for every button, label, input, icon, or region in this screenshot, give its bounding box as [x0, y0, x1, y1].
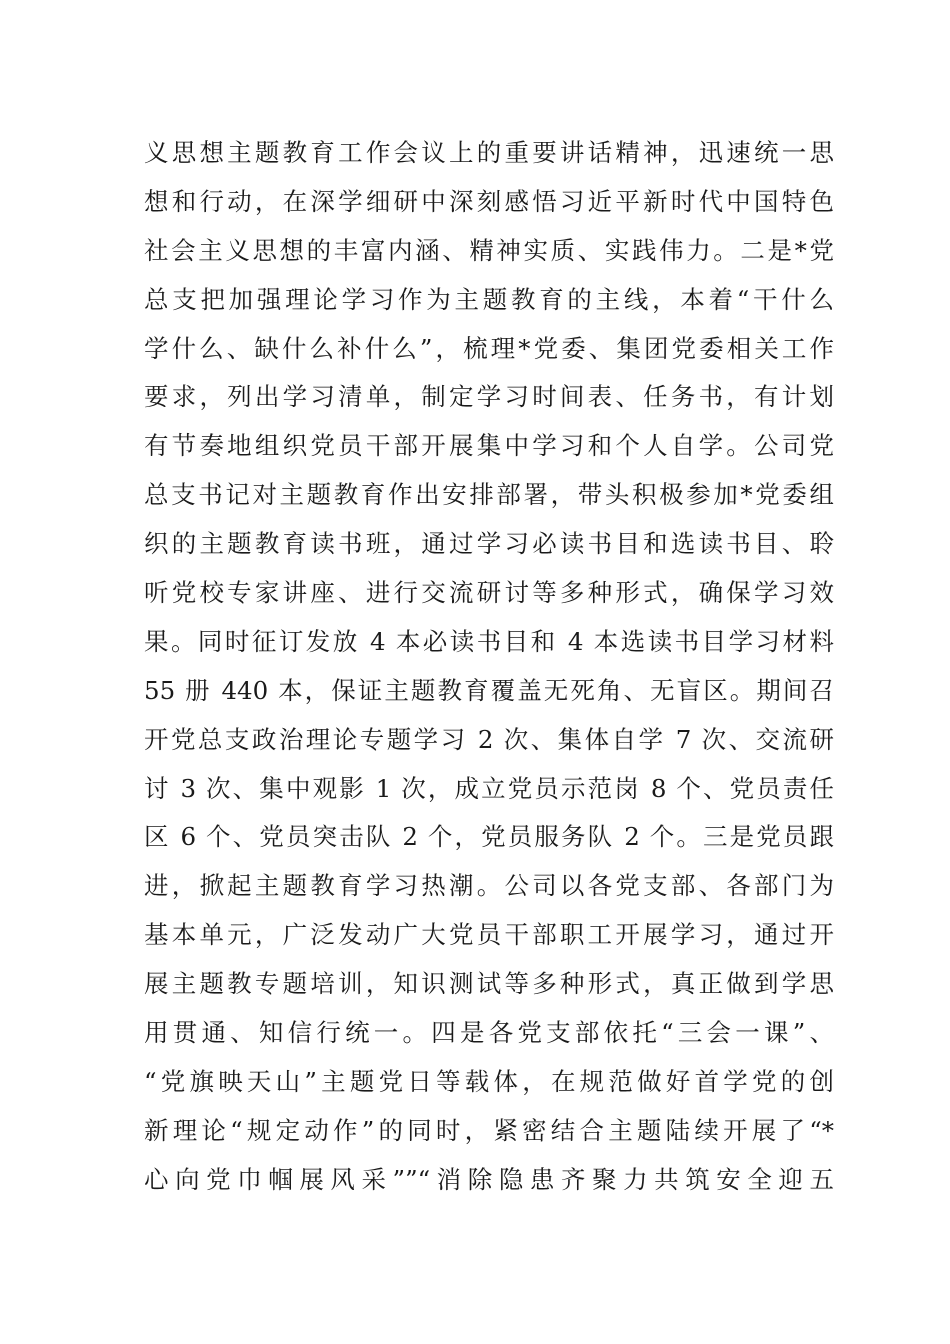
- body-text: [144, 129, 834, 1205]
- text-line-18: 展主题教专题培训，知识测试等多种形式，真正做到学思: [144, 969, 834, 999]
- text-line-12: 55 册 440 本，保证主题教育覆盖无死角、无盲区。期间召: [144, 675, 834, 705]
- text-line-4: 总支把加强理论学习作为主题教育的主线，本着“干什么: [144, 284, 834, 314]
- text-line-22: 心向党巾帼展风采””“消除隐患齐聚力共筑安全迎五: [144, 1164, 834, 1194]
- text-line-8: 总支书记对主题教育作出安排部署，带头积极参加*党委组: [144, 480, 834, 510]
- text-line-7: 有节奏地组织党员干部开展集中学习和个人自学。公司党: [144, 431, 834, 461]
- text-line-1: 义思想主题教育工作会议上的重要讲话精神，迅速统一思: [144, 138, 834, 167]
- text-line-15: 区 6 个、党员突击队 2 个，党员服务队 2 个。三是党员跟: [144, 822, 834, 852]
- text-line-9: 织的主题教育读书班，通过学习必读书目和选读书目、聆: [144, 529, 834, 559]
- text-line-6: 要求，列出学习清单，制定学习时间表、任务书，有计划: [144, 382, 834, 412]
- text-line-11: 果。同时征订发放 4 本必读书目和 4 本选读书目学习材料: [144, 626, 834, 656]
- text-line-3: 社会主义思想的丰富内涵、精神实质、实践伟力。二是*党: [144, 235, 834, 265]
- text-line-13: 开党总支政治理论专题学习 2 次、集体自学 7 次、交流研: [144, 724, 834, 754]
- text-line-16: 进，掀起主题教育学习热潮。公司以各党支部、各部门为: [144, 871, 834, 901]
- text-line-21: 新理论“规定动作”的同时，紧密结合主题陆续开展了“*: [144, 1115, 834, 1145]
- text-line-20: “党旗映天山”主题党日等载体，在规范做好首学党的创: [144, 1066, 834, 1096]
- text-line-19: 用贯通、知信行统一。四是各党支部依托“三会一课”、: [144, 1018, 834, 1048]
- text-line-17: 基本单元，广泛发动广大党员干部职工开展学习，通过开: [144, 920, 834, 950]
- text-line-2: 想和行动，在深学细研中深刻感悟习近平新时代中国特色: [144, 186, 834, 216]
- text-line-10: 听党校专家讲座、进行交流研讨等多种形式，确保学习效: [144, 578, 834, 608]
- text-line-5: 学什么、缺什么补什么”，梳理*党委、集团党委相关工作: [144, 333, 834, 363]
- text-line-14: 讨 3 次、集中观影 1 次，成立党员示范岗 8 个、党员责任: [144, 773, 834, 803]
